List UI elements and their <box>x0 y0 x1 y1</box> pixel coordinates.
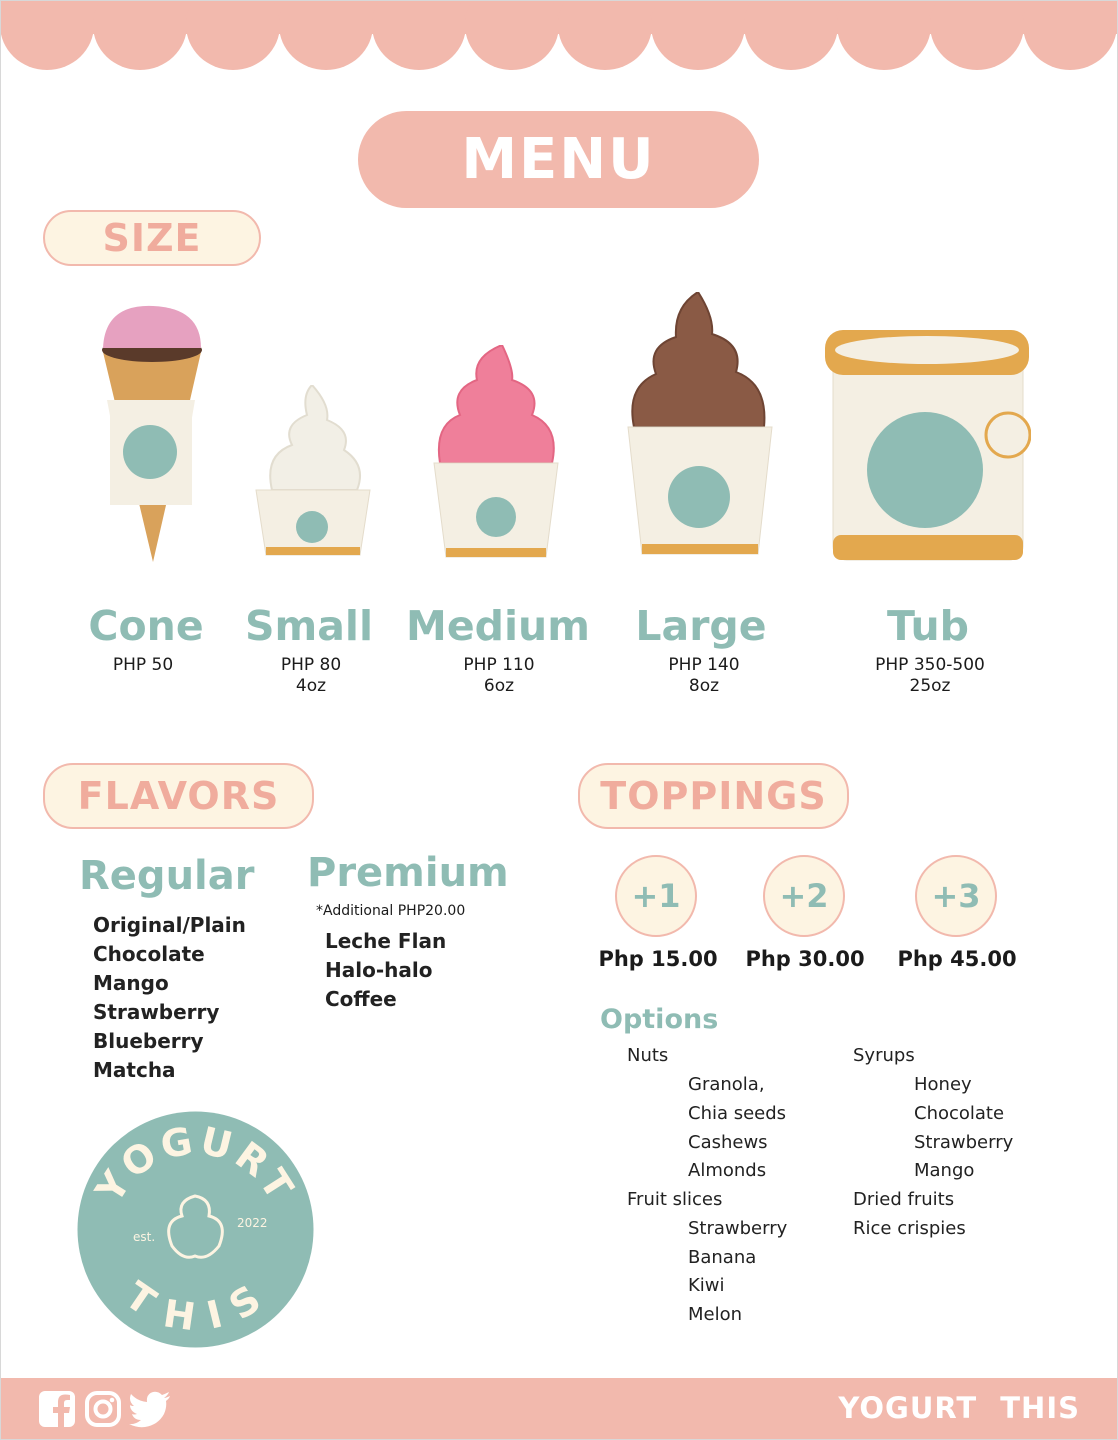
topping-tier-label: +3 <box>931 877 981 915</box>
list-item: Strawberry <box>93 1000 220 1024</box>
premium-flavors-list <box>325 927 446 1014</box>
size-price-medium: PHP 110 <box>463 655 535 675</box>
list-item: Kiwi <box>688 1275 725 1296</box>
logo-est: est. <box>133 1230 156 1244</box>
list-item: Coffee <box>325 987 397 1011</box>
topping-tier-1 <box>615 855 697 937</box>
list-item: Original/Plain <box>93 913 246 937</box>
scallop <box>0 0 94 70</box>
list-item: Leche Flan <box>325 929 447 953</box>
dried-fruits-item: Dried fruits <box>853 1189 955 1210</box>
list-item: Strawberry <box>914 1132 1014 1153</box>
topping-tier-2 <box>763 855 845 937</box>
scallop <box>465 0 559 70</box>
rice-crispies-item: Rice crispies <box>853 1218 966 1239</box>
logo-top-text: YOGURT <box>87 1117 304 1211</box>
list-item: Honey <box>914 1074 972 1095</box>
list-item: Mango <box>93 971 169 995</box>
toppings-section-title: TOPPINGS <box>600 774 827 818</box>
scallop <box>279 0 373 70</box>
list-item: Blueberry <box>93 1029 204 1053</box>
premium-flavors-title: Premium <box>307 850 509 896</box>
list-item: Matcha <box>93 1058 176 1082</box>
list-item: Chocolate <box>93 942 205 966</box>
syrups-title: Syrups <box>853 1045 915 1066</box>
options-title: Options <box>600 1004 719 1035</box>
size-section-title: SIZE <box>102 216 202 260</box>
topping-tier-price: Php 30.00 <box>745 947 865 971</box>
list-item: Halo-halo <box>325 958 433 982</box>
scallop <box>930 0 1024 70</box>
size-volume-medium: 6oz <box>483 676 515 696</box>
footer-brand: YOGURT THIS <box>838 1391 1080 1425</box>
topping-tier-label: +2 <box>779 877 829 915</box>
scallop <box>744 0 838 70</box>
scallop <box>837 0 931 70</box>
topping-tier-price: Php 45.00 <box>897 947 1017 971</box>
size-price-cone: PHP 50 <box>112 655 174 675</box>
size-name-medium: Medium <box>406 602 590 650</box>
list-item: Chia seeds <box>688 1103 787 1124</box>
instagram-icon[interactable] <box>84 1390 122 1428</box>
scallop <box>186 0 280 70</box>
size-price-small: PHP 80 <box>280 655 342 675</box>
list-item: Cashews <box>688 1132 768 1153</box>
footer <box>0 1378 1118 1440</box>
size-volume-small: 4oz <box>295 676 327 696</box>
topping-tier-label: +1 <box>631 877 681 915</box>
page-title: MENU <box>461 127 656 192</box>
scallop <box>558 0 652 70</box>
regular-flavors-title: Regular <box>79 853 255 899</box>
regular-flavors-list <box>93 911 246 1085</box>
size-price-tub: PHP 350-500 <box>875 655 985 675</box>
topping-tier-price: Php 15.00 <box>598 947 718 971</box>
scallop <box>651 0 745 70</box>
logo-bottom-text: THIS <box>117 1273 274 1341</box>
list-item: Banana <box>688 1247 757 1268</box>
cone-image <box>95 300 210 565</box>
large-cup-image <box>626 292 774 562</box>
yogurt-this-logo <box>77 1111 314 1348</box>
twitter-icon[interactable] <box>128 1390 172 1428</box>
list-item: Almonds <box>688 1160 767 1181</box>
list-item: Granola, <box>688 1074 765 1095</box>
flavors-section-pill <box>43 763 314 829</box>
size-volume-large: 8oz <box>688 676 720 696</box>
nuts-title: Nuts <box>627 1045 669 1066</box>
size-name-small: Small <box>244 602 374 650</box>
list-item: Melon <box>688 1304 743 1325</box>
small-cup-image <box>252 385 374 565</box>
topping-tier-3 <box>915 855 997 937</box>
logo-year: 2022 <box>237 1216 268 1230</box>
facebook-icon[interactable] <box>38 1390 76 1428</box>
list-item: Chocolate <box>914 1103 1005 1124</box>
fruit-slices-title: Fruit slices <box>627 1189 723 1210</box>
list-item: Strawberry <box>688 1218 788 1239</box>
size-name-large: Large <box>635 602 767 650</box>
size-section-pill <box>43 210 261 266</box>
scallop <box>93 0 187 70</box>
size-name-tub: Tub <box>887 602 969 650</box>
size-name-cone: Cone <box>88 602 204 650</box>
size-price-large: PHP 140 <box>668 655 740 675</box>
medium-cup-image <box>432 345 560 565</box>
tub-image <box>823 330 1031 566</box>
list-item: Mango <box>914 1160 975 1181</box>
scallop <box>1023 0 1117 70</box>
scallop <box>372 0 466 70</box>
flavors-section-title: FLAVORS <box>77 774 280 818</box>
menu-title-pill <box>358 111 759 208</box>
size-volume-tub: 25oz <box>909 676 951 696</box>
toppings-section-pill <box>578 763 849 829</box>
premium-note: *Additional PHP20.00 <box>316 903 466 919</box>
